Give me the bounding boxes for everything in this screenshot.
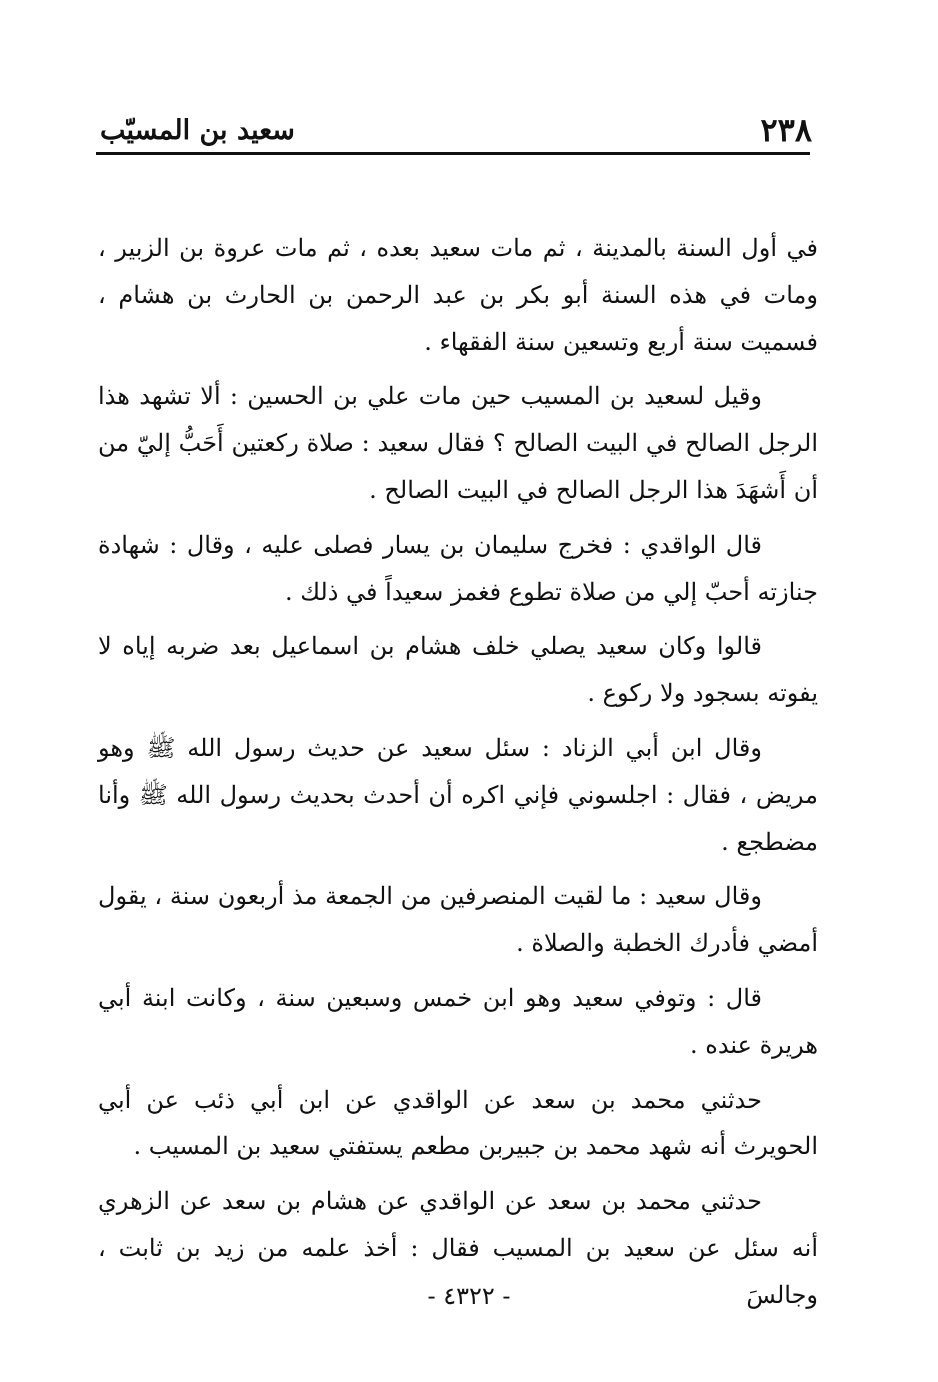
footer-page-number: - ٤٣٢٢ - [427,1282,511,1310]
header-title: سعيد بن المسيّب [100,114,295,146]
paragraph-8: حدثني محمد بن سعد عن الواقدي عن ابن أبي ذئب عن أبي الحويرث أنه شهد محمد بن جبيربن مطعم يستفتي سعيد بن المسيب . [98,1085,818,1161]
paragraph-2: وقيل لسعيد بن المسيب حين مات علي بن الحسين : ألا تشهد هذا الرجل الصالح في البيت الصالح ؟ فقال سعيد : صلاة ركعتين أَحَبُّ إليّ من أن أَشهَدَ هذا الرجل الصالح في البيت الصالح . [98,382,818,504]
header-rule [96,152,810,155]
paragraph-6: وقال سعيد : ما لقيت المنصرفين من الجمعة مذ أربعون سنة ، يقول أمضي فأدرك الخطبة والصلاة . [98,882,818,958]
body-text [98,225,818,1327]
paragraph-3: قال الواقدي : فخرج سليمان بن يسار فصلى عليه ، وقال : شهادة جنازته أحبّ إلي من صلاة تطوع فغمز سعيداً في ذلك . [98,530,818,606]
paragraph-7: قال : وتوفي سعيد وهو ابن خمس وسبعين سنة ، وكانت ابنة أبي هريرة عنده . [98,983,818,1059]
paragraph-4: قالوا وكان سعيد يصلي خلف هشام بن اسماعيل بعد ضربه إياه لا يفوته بسجود ولا ركوع . [98,632,818,708]
paragraph-5: وقال ابن أبي الزناد : سئل سعيد عن حديث رسول الله ﷺ وهو مريض ، فقال : اجلسوني فإني اكره أن أحدث بحديث رسول الله ﷺ وأنا مضطجع . [98,733,818,856]
paragraph-1: في أول السنة بالمدينة ، ثم مات سعيد بعده ، ثم مات عروة بن الزبير ، ومات في هذه السنة أبو بكر بن عبد الرحمن بن الحارث بن هشام ، فسميت سنة أربع وتسعين سنة الفقهاء . [98,234,818,356]
page-header [100,108,812,152]
header-page-number: ٢٣٨ [760,111,812,149]
paragraph-9: حدثني محمد بن سعد عن الواقدي عن هشام بن سعد عن الزهري أنه سئل عن سعيد بن المسيب فقال : أخذ علمه من زيد بن ثابت ، وجالسَ [98,1187,818,1309]
